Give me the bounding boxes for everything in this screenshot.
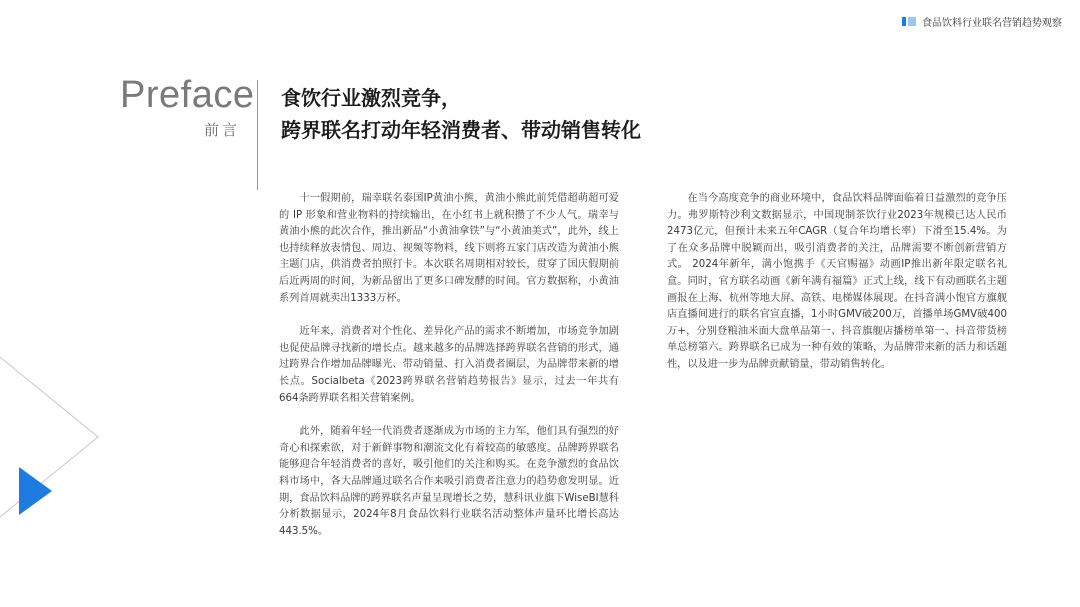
- vertical-divider: [257, 80, 258, 190]
- preface-title: Preface: [120, 74, 255, 116]
- decorative-triangle-graphic: [0, 345, 110, 535]
- paragraph: 近年来，消费者对个性化、差异化产品的需求不断增加，市场竞争加剧也促使品牌寻找新的增长点。越来越多的品牌选择跨界联名营销的形式，通过跨界合作增加品牌曝光、带动销量、打入消费者圈层，为品牌带来新的增长点。Socialbeta《2023跨界联名营销趋势报告》显示，过去一年共有664条跨界联名相关营销案例。: [279, 326, 619, 404]
- paragraph: 在当今高度竞争的商业环境中，食品饮料品牌面临着日益激烈的竞争压力。弗罗斯特沙利文数据显示，中国现制茶饮行业2023年规模已达人民币2473亿元，但预计未来五年CAGR（复合年均增长率）下滑至15.4%。为了在众多品牌中脱颖而出，吸引消费者的关注，品牌需要不断创新营销方式。 2024年新年，满小饱携手《天官赐福》动画IP推出新年限定联名礼盒。同时，官方联名动画《新年满有福篇》正式上线，线下有动画联名主题画报在上海、杭州等地大屏、高铁、电梯媒体展现。在抖音满小饱官方旗舰店直播间进行的联名官宣直播，1小时GMV破200万，首播单场GMV破400万+，分别登粮油米面大盘单品第一、抖音旗舰店播榜单第一、抖音带货榜单总榜第六。跨界联名已成为一种有效的策略，为品牌带来新的活力和话题性，以及进一步为品牌贡献销量，带动销售转化。: [667, 193, 1007, 370]
- headline: [281, 82, 641, 146]
- headline-line-2: 跨界联名打动年轻消费者、带动销售转化: [281, 118, 641, 142]
- paragraph: 十一假期前，瑞幸联名泰国IP黄油小熊，黄油小熊此前凭借超萌超可爱的 IP 形象和营业物料的持续输出，在小红书上就积攒了不少人气。瑞幸与黄油小熊的此次合作，推出新品“小黄油拿铁”与“小黄油美式”，此外，线上也持续释放表情包、周边、视频等物料，线下则将五家门店改造为黄油小熊主题门店，供消费者拍照打卡。本次联名周期相对较长，贯穿了国庆假期前后近两周的时间，为新品留出了更多口碑发酵的时间。官方数据称，小黄油系列首周就卖出1333万杯。: [279, 193, 619, 304]
- header-tag-label: 食品饮料行业联名营销趋势观察: [922, 18, 1062, 29]
- headline-line-1: 食饮行业激烈竞争，: [281, 86, 461, 110]
- paragraph: 此外，随着年轻一代消费者逐渐成为市场的主力军，他们具有强烈的好奇心和探索欲，对于新鲜事物和潮流文化有着较高的敏感度。品牌跨界联名能够迎合年轻消费者的喜好，吸引他们的关注和购买。在竞争激烈的食品饮料市场中，各大品牌通过联名合作来吸引消费者注意力的趋势愈发明显。近期，食品饮料品牌的跨界联名声量呈现增长之势，慧科讯业旗下WiseBI慧科分析数据显示，2024年8月食品饮料行业联名活动整体声量环比增长高达443.5%。: [279, 426, 619, 537]
- header-tag: [902, 14, 1062, 29]
- preface-subtitle: 前言: [204, 121, 241, 139]
- right-column: [667, 191, 1007, 391]
- double-bar-icon: [902, 17, 916, 26]
- left-column: [279, 191, 619, 557]
